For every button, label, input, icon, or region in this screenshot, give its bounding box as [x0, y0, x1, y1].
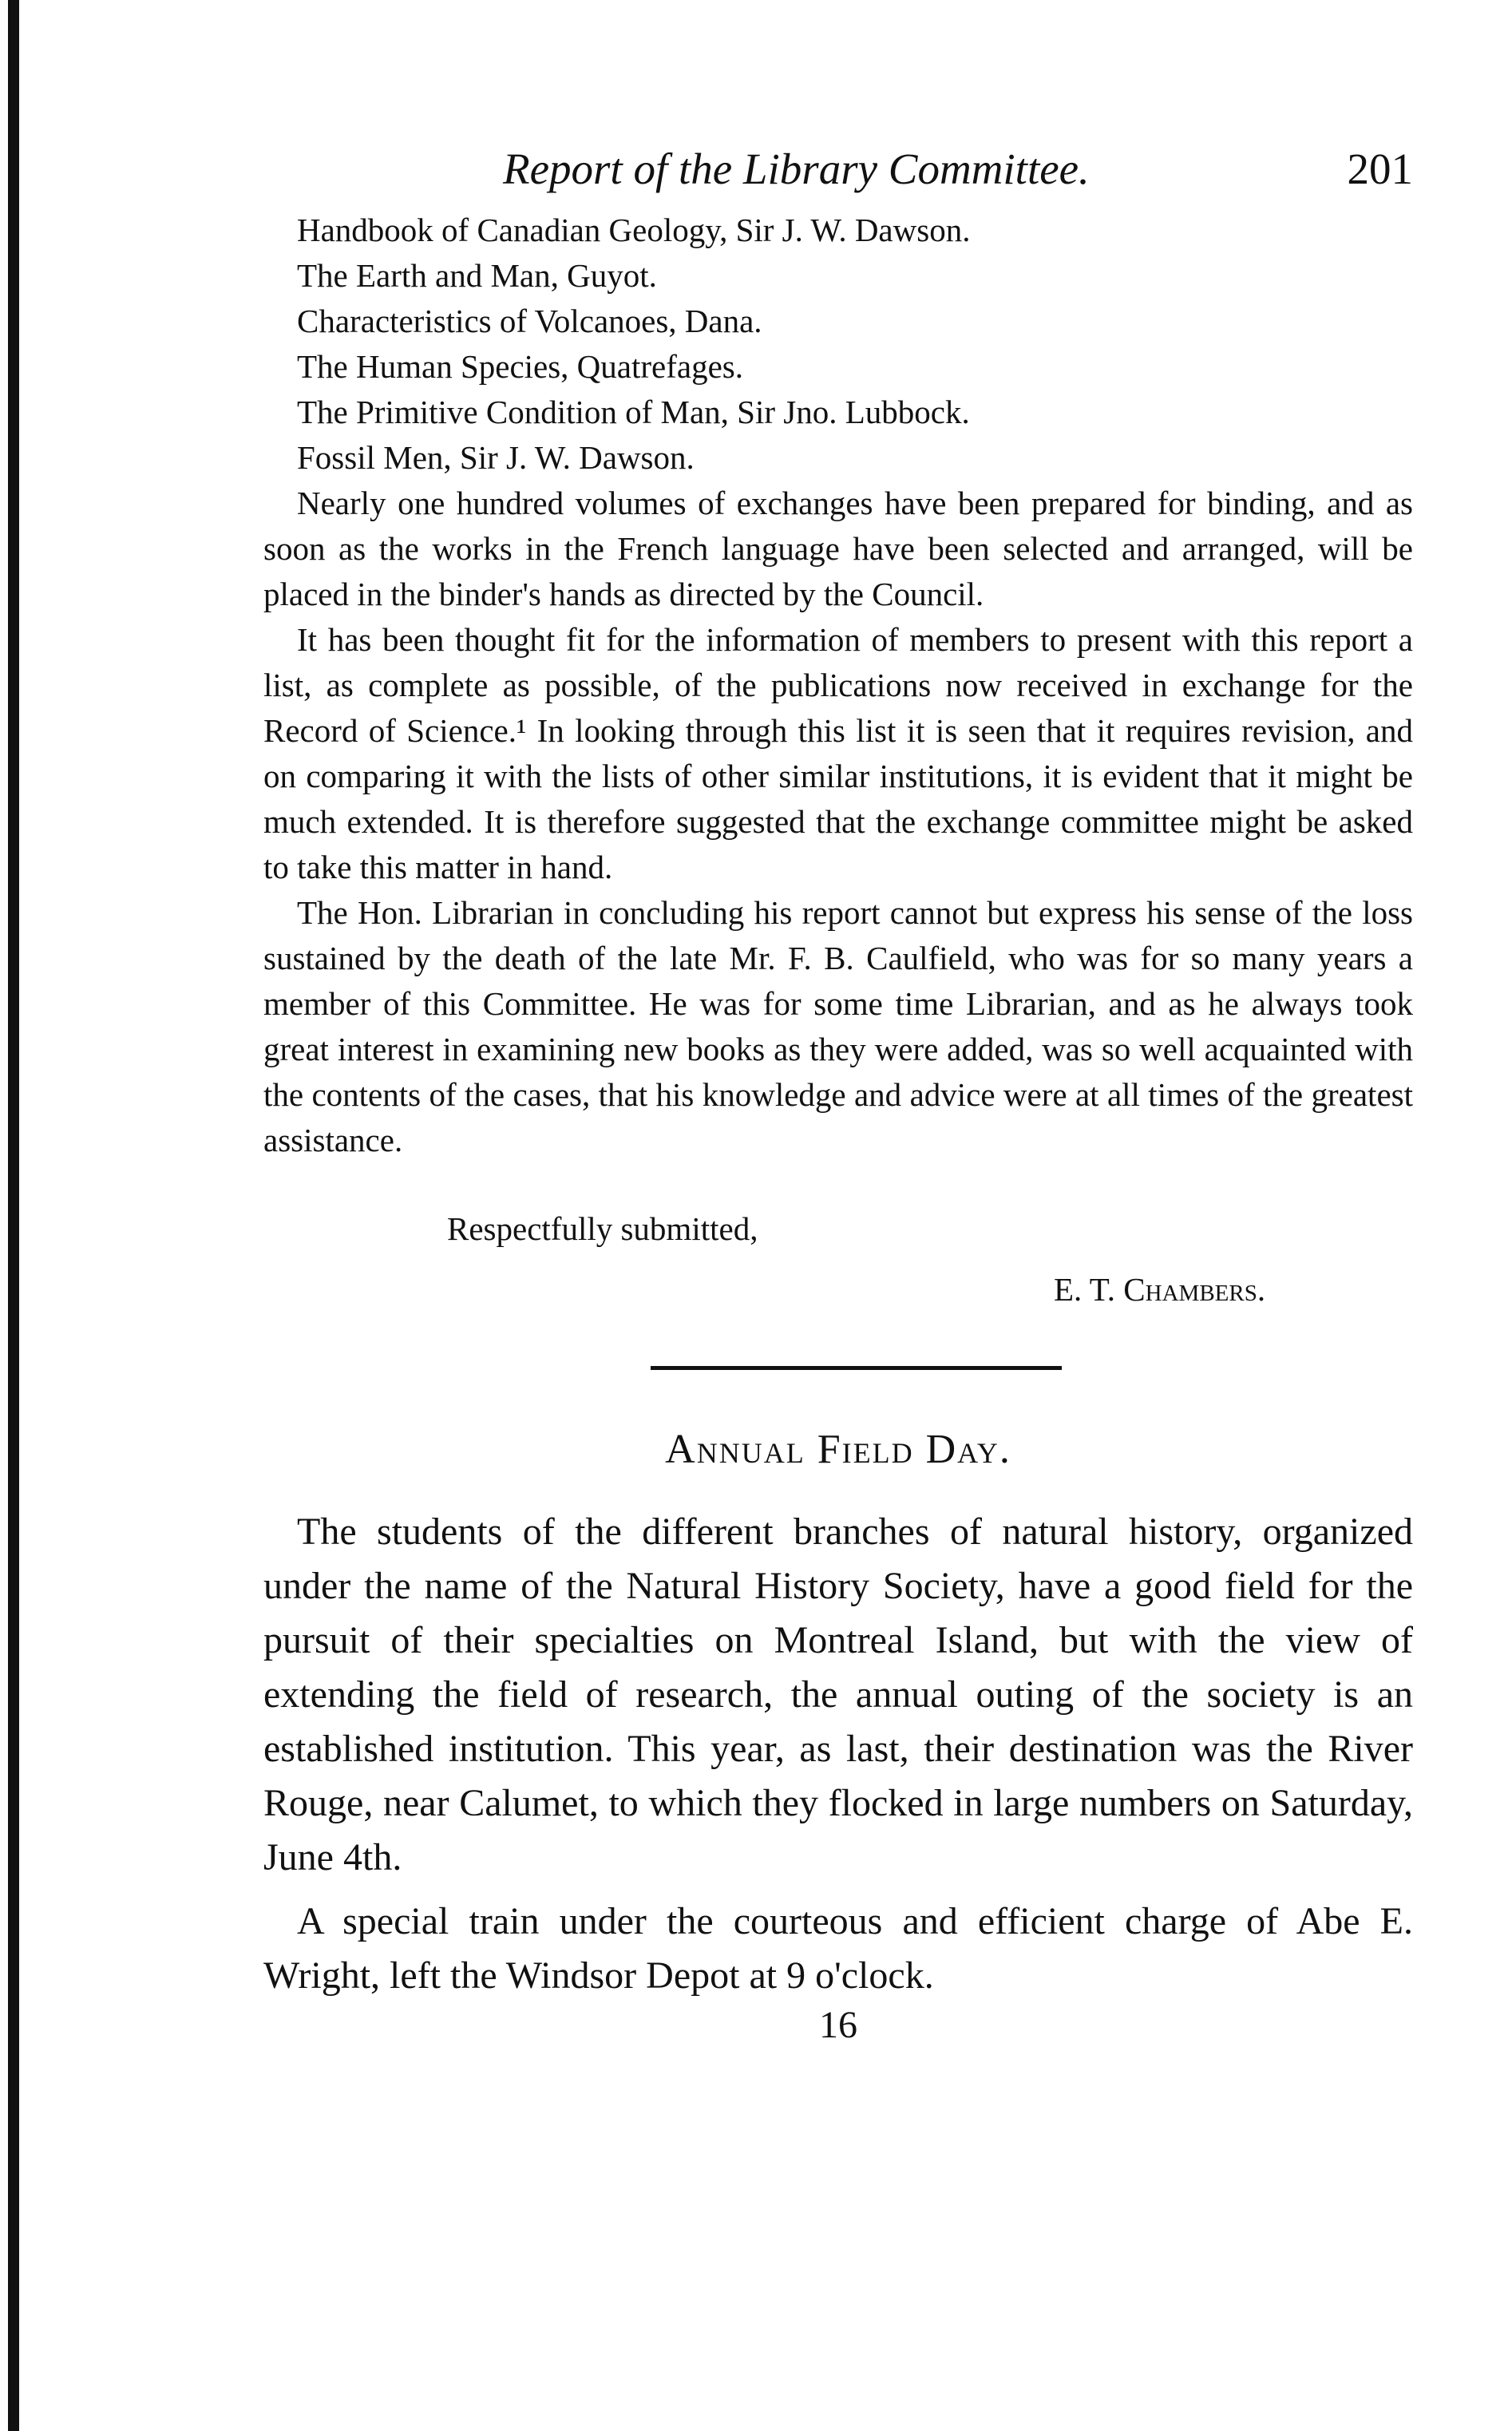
closing-submitted: Respectfully submitted,: [447, 1210, 758, 1247]
page-number: 201: [1347, 145, 1413, 193]
book-list-item: The Human Species, Quatrefages.: [297, 348, 743, 385]
closing-signer: E. T. Chambers.: [1054, 1271, 1266, 1308]
printer-signature-mark: 16: [819, 2004, 857, 2046]
running-header: [263, 144, 1413, 208]
paragraph-publications-list: It has been thought fit for the information of members to present with this report a list, as complete as possible, of the publications now received in exchange for the Record of Science.¹ In looking through this list it is seen that it requires revision, and on comparing it with the lists of other similar institutions, it is evident that it might be much extended. It is therefore suggested that the exchange committee might be asked to take this matter in hand.: [263, 621, 1413, 885]
paragraph-librarian-tribute: The Hon. Librarian in concluding his report cannot but express his sense of the loss sustained by the death of the late Mr. F. B. Caulfield, who was for so many years a member of this Committee. He was for some time Librarian, and as he always took great interest in examining new books as they were added, was so well acquainted with the contents of the cases, that his knowledge and advice were at all times of the greatest assistance.: [263, 894, 1413, 1158]
paragraph-special-train: A special train under the courteous and efficient charge of Abe E. Wright, left the Windsor Depot at 9 o'clock.: [263, 1900, 1413, 1997]
book-list-item: Characteristics of Volcanoes, Dana.: [297, 303, 762, 339]
section-heading: Annual Field Day.: [665, 1427, 1011, 1472]
book-list-item: Handbook of Canadian Geology, Sir J. W. Dawson.: [297, 212, 971, 248]
section-divider: [651, 1366, 1062, 1370]
running-title: Report of the Library Committee.: [503, 145, 1090, 193]
book-list-item: Fossil Men, Sir J. W. Dawson.: [297, 439, 695, 476]
book-list-item: The Earth and Man, Guyot.: [297, 257, 657, 294]
scan-edge-bar: [8, 0, 19, 2431]
book-list: [263, 208, 1413, 481]
document-page: [263, 144, 1413, 2048]
book-list-item: The Primitive Condition of Man, Sir Jno. Lubbock.: [297, 394, 970, 430]
paragraph-field-day-intro: The students of the different branches of natural history, organized under the name of the Natural History Society, have a good field for the pursuit of their specialties on Montreal Island, but with the view of extending the field of research, the annual outing of the society is an established institution. This year, as last, their destination was the River Rouge, near Calumet, to which they flocked in large numbers on Saturday, June 4th.: [263, 1510, 1413, 1879]
paragraph-exchanges: Nearly one hundred volumes of exchanges have been prepared for binding, and as soon as the works in the French language have been selected and arranged, will be placed in the binder's hands as directed by the Council.: [263, 485, 1413, 612]
